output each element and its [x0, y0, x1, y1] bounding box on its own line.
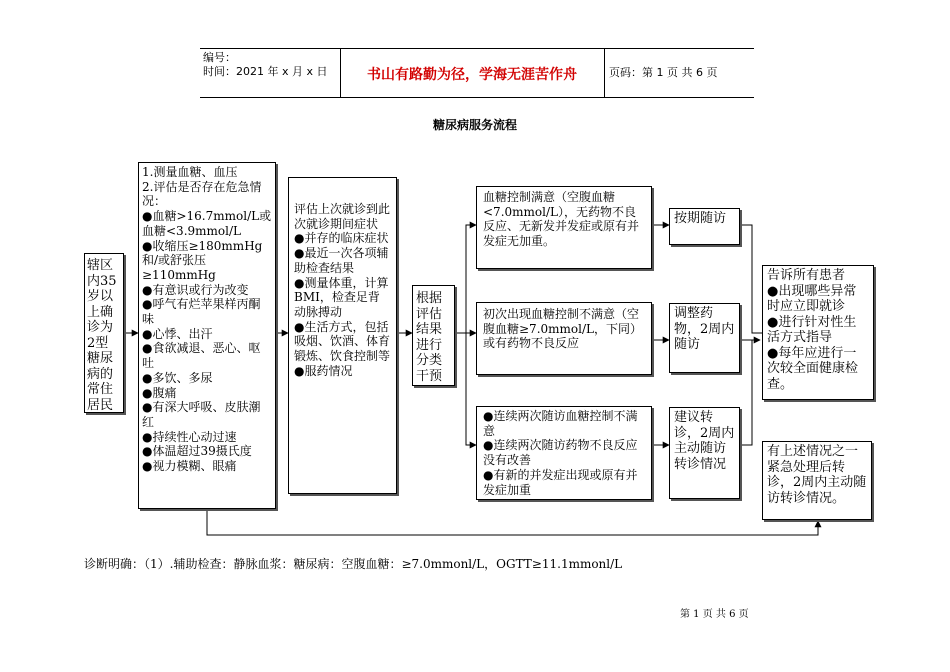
arrow-assess-to-emergency — [207, 509, 818, 535]
assess-line: ●收缩压≥180mmHg和/或舒张压≥110mmHg — [142, 238, 263, 282]
assess-line: 2.评估是否存在危急情况： — [142, 179, 262, 209]
case3-line: ●有新的并发症出现或原有并发症加重 — [483, 467, 638, 497]
box-emergency-referral: 有上述情况之一紧急处理后转诊，2周内主动随访转诊情况。 — [762, 441, 872, 520]
arrow-classify-to-case3 — [466, 333, 476, 445]
notify-line: ●出现哪些异常时应立即就诊 — [767, 283, 857, 314]
eval-line: ●服药情况 — [294, 363, 353, 378]
line-action3-to-notify — [740, 340, 752, 445]
box-classify: 根据评估结果进行分类干预 — [412, 285, 455, 386]
box-initial-assessment — [138, 162, 276, 509]
box-case-first-uncontrolled: 初次出现血糖控制不满意（空腹血糖≥7.0mmol/L，下同）或有药物不良反应 — [476, 302, 652, 375]
notify-line: 告诉所有患者 — [767, 268, 846, 283]
assess-line: ●持续性心动过速 — [142, 429, 237, 444]
eval-line: ●生活方式，包括吸烟、饮酒、体育锻炼、饮食控制等 — [294, 319, 391, 364]
box-followup-evaluation — [288, 177, 397, 494]
box-notify-patients — [762, 265, 874, 400]
assess-line: ●有深大呼吸、皮肤潮红 — [142, 400, 261, 429]
assess-line: ●食欲减退、恶心、呕吐 — [142, 341, 261, 371]
assess-line: 1.测量血糖、血压 — [142, 165, 238, 179]
assess-line: ●视力模糊、眼痛 — [142, 459, 237, 474]
eval-line: ●最近一次各项辅助检查结果 — [294, 246, 389, 275]
assess-line: ●呼气有烂苹果样丙酮味 — [142, 297, 261, 327]
time-label: 时间：2021 年 x 月 x 日 — [203, 65, 328, 78]
motto: 书山有路勤为径，学海无涯苦作舟 — [367, 67, 577, 83]
box-action-referral: 建议转诊，2周内主动随访转诊情况 — [669, 407, 740, 499]
line-action1-to-notify — [740, 225, 762, 333]
box-case-referral — [476, 406, 652, 500]
assess-line: ●多饮、多尿 — [142, 370, 213, 385]
eval-line: ●测量体重，计算BMI，检查足背动脉搏动 — [294, 275, 389, 319]
case3-line: ●连续两次随访药物不良反应没有改善 — [483, 438, 638, 468]
notify-line: ●每年应进行一次较全面健康检查。 — [767, 345, 859, 392]
page-number: 第 1 页 共 6 页 — [680, 609, 749, 620]
number-label: 编号： — [203, 51, 236, 64]
page-title: 糖尿病服务流程 — [432, 118, 517, 132]
assess-line: ●腹痛 — [142, 385, 177, 400]
assess-line: ●心悸、出汗 — [142, 326, 213, 341]
case3-line: ●连续两次随访血糖控制不满意 — [483, 409, 638, 438]
assess-line: ●有意识或行为改变 — [142, 282, 249, 297]
eval-line: 评估上次就诊到此次就诊期间症状 — [294, 202, 391, 231]
diagnosis-criteria: 诊断明确：（1）.辅助检查：静脉血浆：糖尿病：空腹血糖：≥7.0mmonl/L，OGTT≥11.1mmonl/L — [84, 557, 623, 571]
box-case-controlled: 血糖控制满意（空腹血糖<7.0mmol/L），无药物不良反应、无新发并发症或原有并发症无加重。 — [476, 186, 652, 269]
assess-line: ●血糖>16.7mmol/L或血糖<3.9mmol/L — [142, 209, 272, 238]
box-action-adjust-medication: 调整药物，2周内随访 — [669, 303, 740, 373]
page-label: 页码：第 1 页 共 6 页 — [609, 66, 718, 79]
box-action-scheduled-followup: 按期随访 — [669, 208, 740, 245]
eval-line: ●并存的临床症状 — [294, 231, 389, 246]
box-target-population: 辖区内35岁以上确诊为2型糖尿病的常住居民 — [84, 253, 124, 413]
assess-line: ●体温超过39摄氏度 — [142, 444, 252, 459]
notify-line: ●进行针对性生活方式指导 — [767, 314, 857, 345]
arrow-classify-to-case1 — [466, 225, 476, 333]
